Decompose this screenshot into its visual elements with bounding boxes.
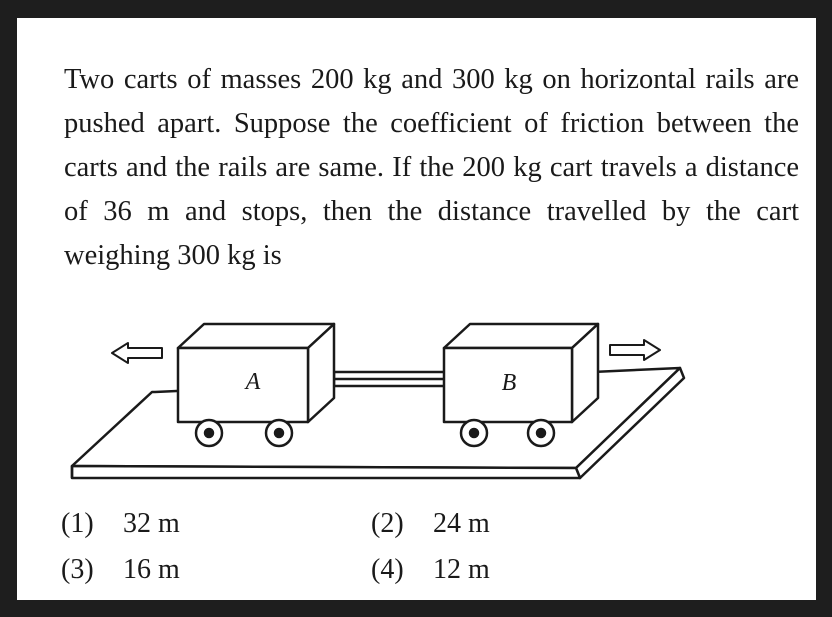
wheel-icon — [528, 420, 554, 446]
question-text: Two carts of masses 200 kg and 300 kg on horizontal rails are pushed apart. Suppose the coefficient of friction between the carts and the rails are same. If the 200 kg cart travels a distance of 36 m and stops, then the distance travelled by the cart weighing 300 kg is — [64, 64, 799, 271]
option-number: (1) — [61, 508, 94, 539]
option-1[interactable] — [61, 508, 180, 540]
left-arrow-icon — [112, 343, 162, 363]
wheel-icon — [461, 420, 487, 446]
cart-b-label: B — [501, 370, 517, 396]
connecting-rod — [322, 372, 448, 386]
option-number: (4) — [371, 554, 404, 585]
wheel-icon — [266, 420, 292, 446]
option-4[interactable] — [371, 554, 490, 586]
option-text: 32 m — [123, 508, 180, 539]
cart-a-label: A — [245, 369, 261, 395]
option-3[interactable] — [61, 554, 180, 586]
wheel-icon — [196, 420, 222, 446]
option-text: 12 m — [433, 554, 490, 585]
option-2[interactable] — [371, 508, 490, 540]
option-text: 16 m — [123, 554, 180, 585]
right-arrow-icon — [610, 340, 660, 360]
question-card — [17, 18, 816, 600]
option-number: (2) — [371, 508, 404, 539]
option-text: 24 m — [433, 508, 490, 539]
option-number: (3) — [61, 554, 94, 585]
